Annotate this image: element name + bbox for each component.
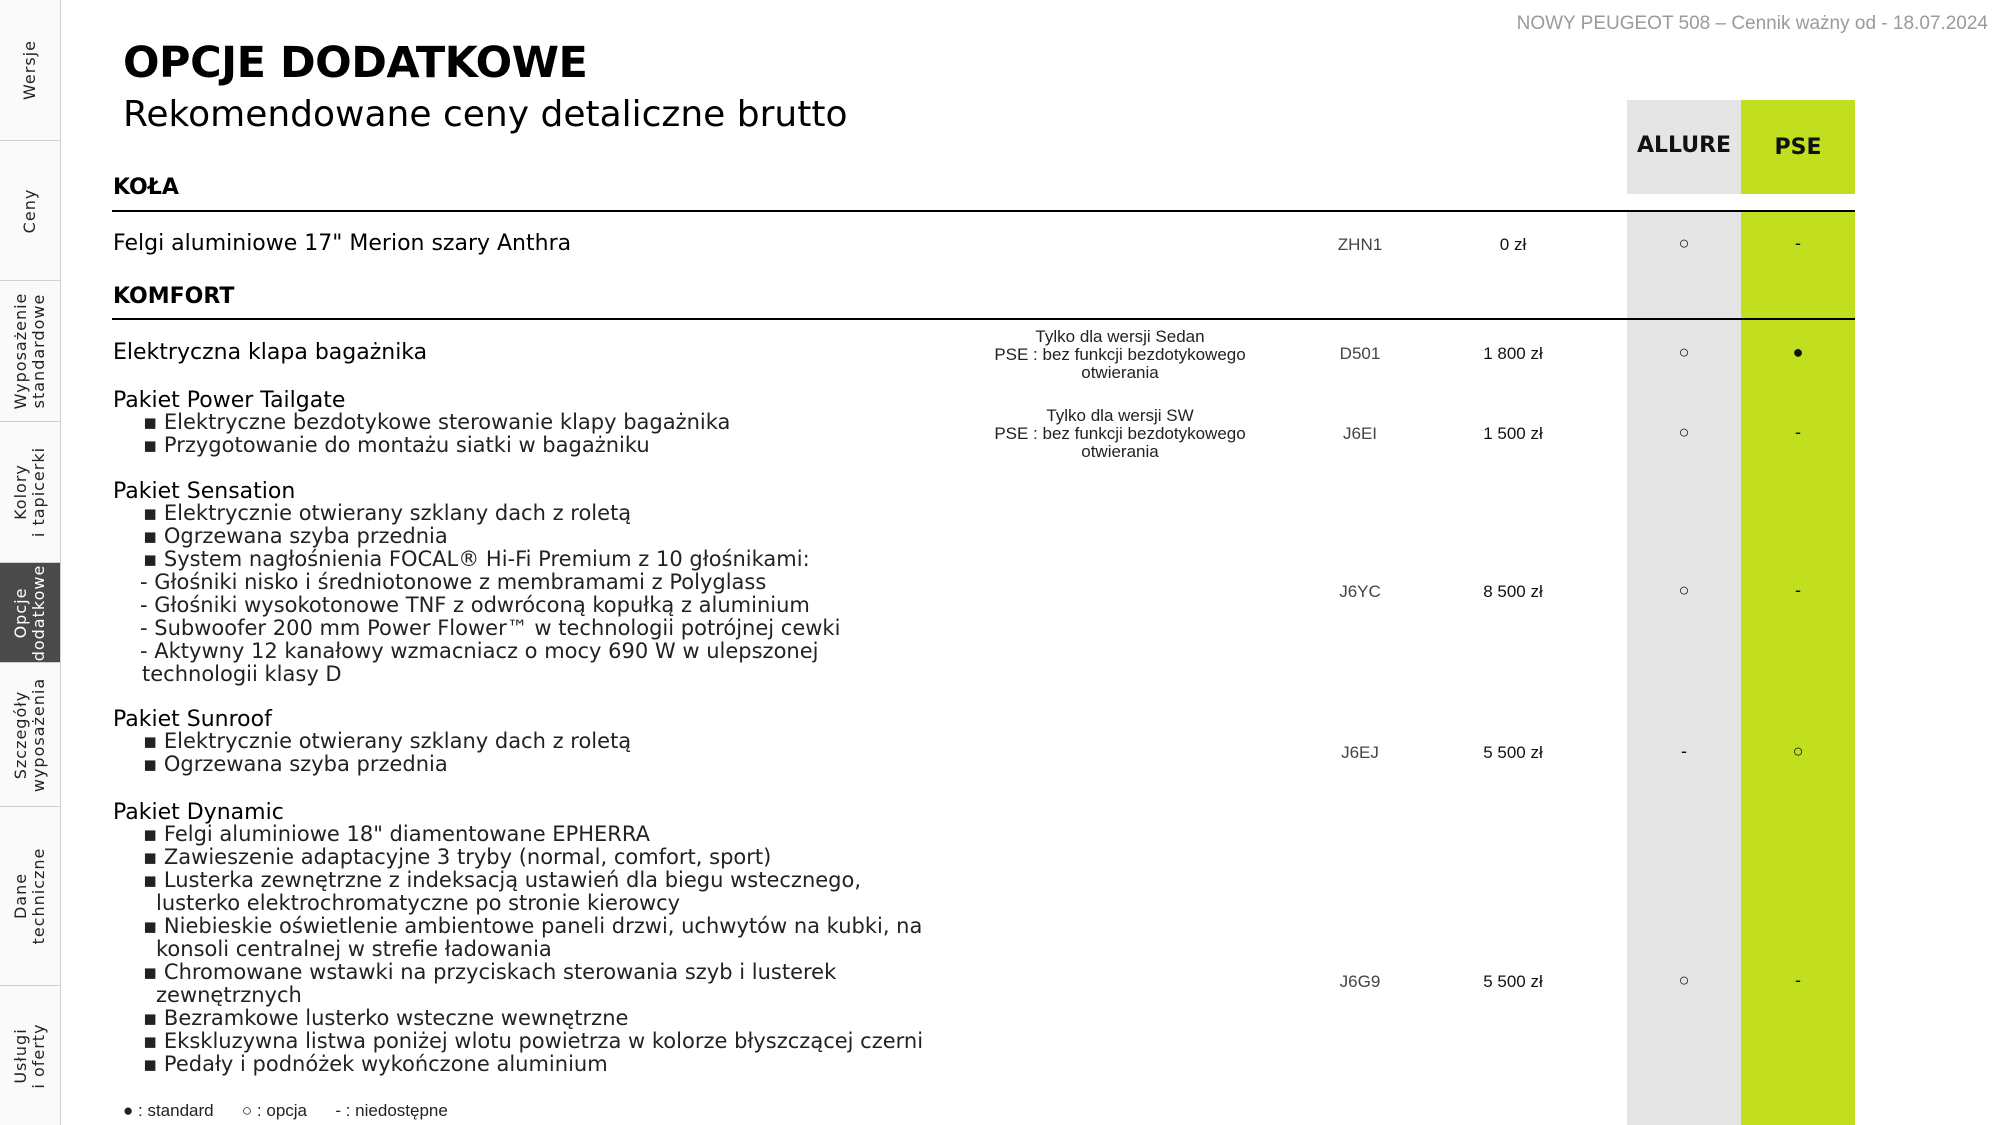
bullet-item: ▪ System nagłośnienia FOCAL® Hi-Fi Premium z 10 głośnikami: bbox=[143, 547, 810, 571]
sidebar-tab-label: Kolory i tapicerki bbox=[11, 446, 48, 538]
option-name: Pakiet Sunroof bbox=[113, 707, 272, 732]
option-price: 8 500 zł bbox=[1483, 582, 1543, 601]
bullet-item: technologii klasy D bbox=[142, 662, 342, 686]
sidebar-tab-label: Usługi i oferty bbox=[11, 1022, 48, 1089]
allure-availability: - bbox=[1681, 741, 1687, 761]
option-code: J6EJ bbox=[1341, 743, 1379, 762]
section-rule bbox=[112, 318, 1855, 320]
sidebar-tab-kolory[interactable] bbox=[0, 422, 60, 563]
sidebar-tab-label: Szczegóły wyposażenia bbox=[11, 677, 48, 792]
pse-availability: - bbox=[1795, 233, 1801, 253]
pse-column-header: PSE bbox=[1774, 135, 1822, 160]
note-line: Tylko dla wersji SW bbox=[1046, 406, 1194, 425]
bullet-item: zewnętrznych bbox=[156, 983, 302, 1007]
pse-availability: ○ bbox=[1792, 741, 1804, 761]
sidebar-tab-label: Wyposażenie standardowe bbox=[11, 292, 48, 410]
sidebar-tab-opcje[interactable] bbox=[0, 563, 60, 663]
sidebar-tab-label: Dane techniczne bbox=[11, 847, 48, 945]
bullet-item: ▪ Zawieszenie adaptacyjne 3 tryby (normal, comfort, sport) bbox=[143, 845, 772, 869]
note-line: otwierania bbox=[1081, 363, 1159, 382]
option-name: Felgi aluminiowe 17" Merion szary Anthra bbox=[113, 231, 572, 256]
bullet-item: lusterko elektrochromatyczne po stronie kierowcy bbox=[156, 891, 681, 915]
sidebar-tab-uslugi[interactable] bbox=[0, 986, 60, 1125]
sidebar-tab-ceny[interactable] bbox=[0, 141, 60, 281]
bullet-item: ▪ Bezramkowe lusterko wsteczne wewnętrzne bbox=[143, 1006, 629, 1030]
sidebar-tab-wersje[interactable] bbox=[0, 0, 60, 141]
allure-column-header: ALLURE bbox=[1636, 133, 1732, 158]
option-name: Pakiet Dynamic bbox=[113, 800, 284, 825]
note-line: PSE : bez funkcji bezdotykowego bbox=[994, 345, 1246, 364]
option-code: J6G9 bbox=[1339, 972, 1381, 991]
bullet-item: - Subwoofer 200 mm Power Flower™ w technologii potrójnej cewki bbox=[140, 616, 841, 640]
allure-availability: ○ bbox=[1678, 422, 1690, 442]
option-code: J6EI bbox=[1342, 424, 1378, 443]
option-note bbox=[965, 407, 1275, 461]
bullet-item: - Głośniki wysokotonowe TNF z odwróconą kopułką z aluminium bbox=[140, 593, 810, 617]
allure-availability: ○ bbox=[1678, 233, 1690, 253]
bullet-item: ▪ Niebieskie oświetlenie ambientowe paneli drzwi, uchwytów na kubki, na bbox=[143, 914, 923, 938]
bullet-item: ▪ Ogrzewana szyba przednia bbox=[143, 524, 448, 548]
allure-availability: ○ bbox=[1678, 580, 1690, 600]
bullet-item: ▪ Felgi aluminiowe 18" diamentowane EPHERRA bbox=[143, 822, 650, 846]
bullet-item: - Aktywny 12 kanałowy wzmacniacz o mocy 690 W w ulepszonej bbox=[140, 639, 819, 663]
page-subtitle: Rekomendowane ceny detaliczne brutto bbox=[123, 94, 848, 135]
option-name: Elektryczna klapa bagażnika bbox=[113, 340, 428, 365]
option-price: 1 500 zł bbox=[1483, 424, 1543, 443]
legend: ● : standard ○ : opcja - : niedostępne bbox=[123, 1101, 448, 1120]
bullet-item: ▪ Elektrycznie otwierany szklany dach z roletą bbox=[143, 501, 632, 525]
sidebar-tab-label: Ceny bbox=[20, 188, 39, 233]
allure-availability: ○ bbox=[1678, 342, 1690, 362]
note-line: PSE : bez funkcji bezdotykowego bbox=[994, 424, 1246, 443]
section-title-kola: KOŁA bbox=[113, 175, 179, 200]
note-line: otwierania bbox=[1081, 442, 1159, 461]
bullet-item: ▪ Ogrzewana szyba przednia bbox=[143, 752, 448, 776]
option-code: D501 bbox=[1339, 344, 1381, 363]
bullet-item: - Głośniki nisko i średniotonowe z membramami z Polyglass bbox=[140, 570, 767, 594]
pse-availability: - bbox=[1795, 580, 1801, 600]
bullet-item: ▪ Elektrycznie otwierany szklany dach z roletą bbox=[143, 729, 632, 753]
page-title: OPCJE DODATKOWE bbox=[123, 38, 588, 88]
sidebar-tab-szczegoly[interactable] bbox=[0, 663, 60, 807]
column-gap bbox=[1627, 194, 1855, 210]
option-name: Pakiet Power Tailgate bbox=[113, 388, 346, 413]
note-line: Tylko dla wersji Sedan bbox=[1035, 327, 1205, 346]
sidebar-tab-label: Opcje dodatkowe bbox=[11, 564, 48, 661]
bullet-item: konsoli centralnej w strefie ładowania bbox=[156, 937, 552, 961]
option-price: 1 800 zł bbox=[1483, 344, 1543, 363]
pse-availability: - bbox=[1795, 970, 1801, 990]
option-code: ZHN1 bbox=[1337, 235, 1383, 254]
sidebar-tab-label: Wersje bbox=[20, 40, 39, 100]
bullet-item: ▪ Chromowane wstawki na przyciskach sterowania szyb i lusterek bbox=[143, 960, 837, 984]
allure-availability: ○ bbox=[1678, 970, 1690, 990]
document-header: NOWY PEUGEOT 508 – Cennik ważny od - 18.07.2024 bbox=[1516, 13, 1988, 34]
bullet-item: ▪ Pedały i podnóżek wykończone aluminium bbox=[143, 1052, 608, 1076]
bullet-item: ▪ Przygotowanie do montażu siatki w bagażniku bbox=[143, 433, 650, 457]
option-price: 0 zł bbox=[1499, 235, 1527, 254]
pse-availability: - bbox=[1795, 422, 1801, 442]
section-rule bbox=[112, 210, 1855, 212]
option-name: Pakiet Sensation bbox=[113, 479, 296, 504]
sidebar-tab-wyposazenie[interactable] bbox=[0, 281, 60, 422]
sidebar-tab-dane[interactable] bbox=[0, 807, 60, 986]
bullet-item: ▪ Elektryczne bezdotykowe sterowanie klapy bagażnika bbox=[143, 410, 731, 434]
pse-availability: ● bbox=[1792, 342, 1804, 362]
sidebar-nav bbox=[0, 0, 61, 1125]
option-note bbox=[965, 328, 1275, 382]
section-title-komfort: KOMFORT bbox=[113, 284, 235, 309]
bullet-item: ▪ Ekskluzywna listwa poniżej wlotu powietrza w kolorze błyszczącej czerni bbox=[143, 1029, 924, 1053]
bullet-item: ▪ Lusterka zewnętrzne z indeksacją ustawień dla biegu wstecznego, bbox=[143, 868, 862, 892]
option-code: J6YC bbox=[1339, 582, 1381, 601]
option-price: 5 500 zł bbox=[1483, 972, 1543, 991]
option-price: 5 500 zł bbox=[1483, 743, 1543, 762]
